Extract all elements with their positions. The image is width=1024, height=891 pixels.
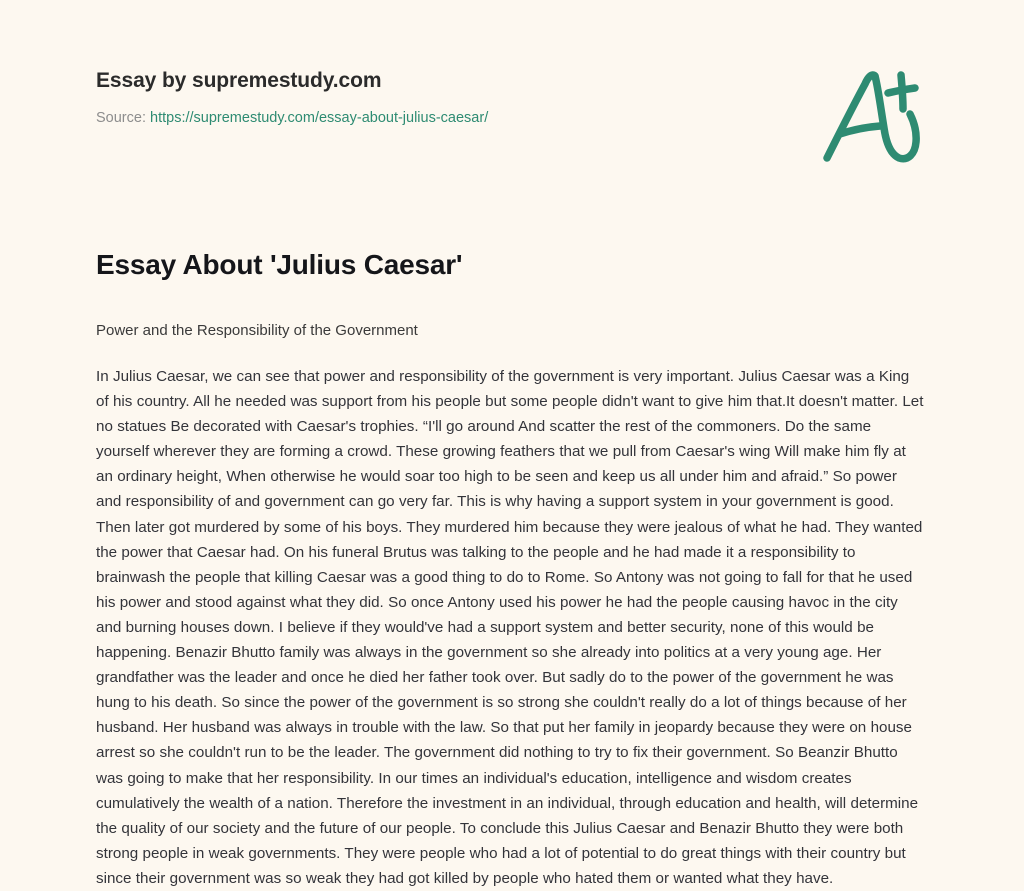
essay-document: [96, 248, 924, 891]
source-url-link[interactable]: https://supremestudy.com/essay-about-julius-caesar/: [150, 110, 489, 126]
essay-subheading: Power and the Responsibility of the Government: [96, 322, 418, 339]
source-line: [96, 108, 796, 128]
brand-title: Essay by supremestudy.com: [96, 69, 382, 92]
essay-body-paragraph: In Julius Caesar, we can see that power and responsibility of the government is very important. Julius Caesar was a King of his country. All he needed was support from his people but some people didn't want to give him that.It doesn't matter. Let no statues Be decorated with Caesar's trophies. “I'll go around And scatter the rest of the commoners. Do the same yourself wherever they are forming a crowd. These growing feathers that we pull from Caesar's wing Will make him fly at an ordinary height, When otherwise he would soar too high to be seen and keep us all under him and afraid.” So power and responsibility of and government can go very far. This is why having a support system in your government is good. Then later got murdered by some of his boys. They murdered him because they were jealous of what he had. They wanted the power that Caesar had. On his funeral Brutus was talking to the people and he had made it a responsibility to brainwash the people that killing Caesar was a good thing to do to Rome. So Antony was not going to fall for that he used his power and stood against what they did. So once Antony used his power he had the people causing havoc in the city and burning houses down. I believe if they would've had a support system and better security, none of this would be happening. Benazir Bhutto family was always in the government so she already into politics at a very young age. Her grandfather was the leader and once he died her father took over. But sadly do to the power of the government he was hung to his death. So since the power of the government is so strong she couldn't really do a lot of things because of her husband. Her husband was always in trouble with the law. So that put her family in jeopardy because they were on house arrest so she couldn't run to be the leader. The government did nothing to try to fix their government. So Beanzir Bhutto was going to make that her responsibility. In our times an individual's education, intelligence and wisdom creates cumulatively the wealth of a nation. Therefore the investment in an individual, through education and health, will determine the quality of our society and the future of our people. To conclude this Julius Caesar and Benazir Bhutto they were both strong people in weak governments. They were people who had a lot of potential to do great things with their country but since their government was so weak they had got killed by people who hated them or wanted what they have.: [96, 368, 924, 887]
a-plus-logo: [818, 62, 926, 166]
page-title: Essay About 'Julius Caesar': [96, 249, 463, 280]
source-label: Source:: [96, 110, 146, 126]
page-header: [96, 68, 796, 128]
a-plus-logo-icon: [818, 62, 926, 166]
